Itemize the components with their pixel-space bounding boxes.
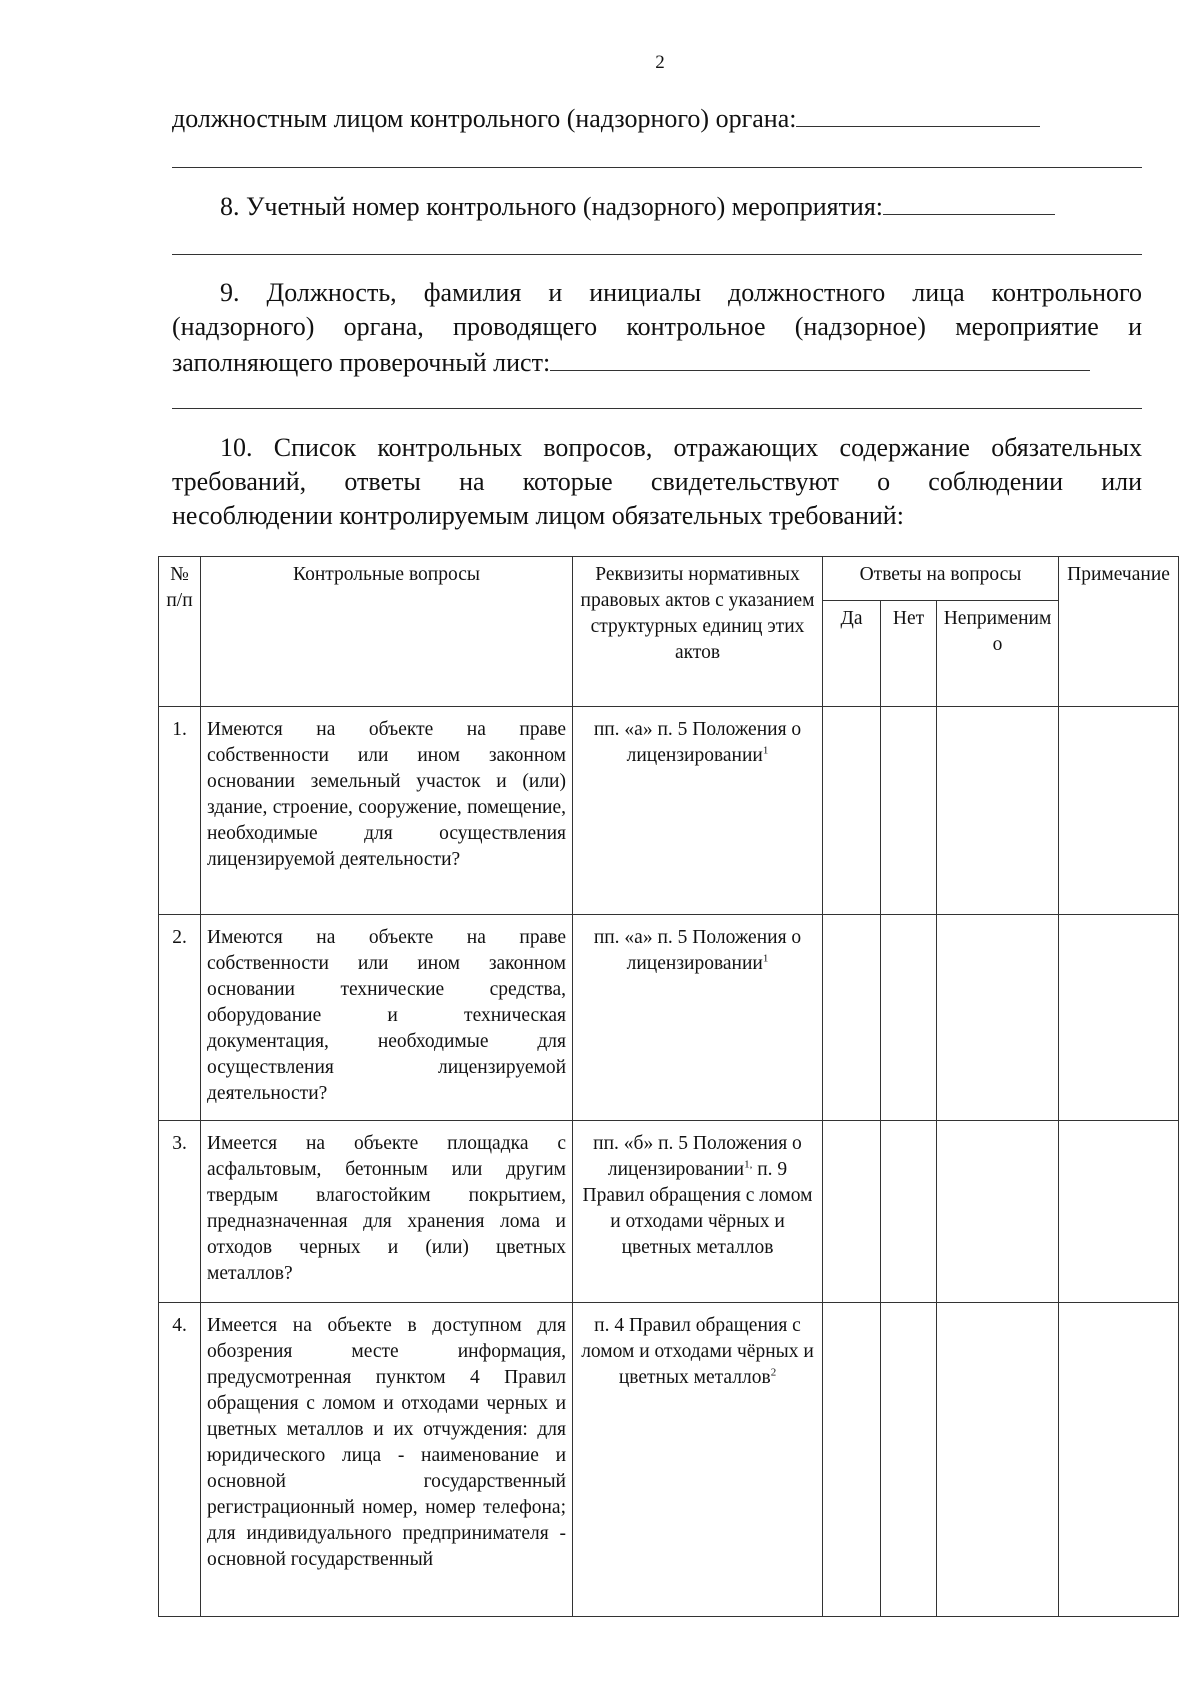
row-question: Имеется на объекте площадка с асфальтовым, бетонным или другим твердым влагостойким покрытием, предназначенная для хранения лома и отходов черных и (или) цветных металлов? [201, 1121, 573, 1303]
item10-line2: требований, ответы на которые свидетельствуют о соблюдении или [172, 467, 1142, 496]
page-number: 2 [655, 52, 665, 73]
note-cell[interactable] [1059, 1303, 1179, 1617]
answer-yes-cell[interactable] [823, 707, 881, 915]
item9-line3-text: заполняющего проверочный лист: [172, 348, 551, 377]
header-note: Примечание [1059, 557, 1179, 707]
row-num: 3. [159, 1121, 201, 1303]
header-no: Нет [881, 601, 937, 707]
answer-na-cell[interactable] [937, 915, 1059, 1121]
row-ref [573, 915, 823, 1121]
item9-line2: (надзорного) органа, проводящего контрольное (надзорное) мероприятие и [172, 312, 1142, 341]
answer-no-cell[interactable] [881, 915, 937, 1121]
table-row [159, 1303, 1179, 1617]
row-num: 2. [159, 915, 201, 1121]
ref-text: пп. «а» п. 5 Положения о лицензировании [593, 719, 802, 766]
row-question: Имеется на объекте в доступном для обозрения месте информация, предусмотренная пунктом 4 Правил обращения с ломом и отходами черных и цветных металлов и их отчуждения: для юридического лица - наименование и основной государственный регистрационный номер, номер телефона; для индивидуального предпринимателя - основной государственный [201, 1303, 573, 1617]
answer-na-cell[interactable] [937, 1121, 1059, 1303]
footnote-mark: 1, [744, 1158, 753, 1171]
answer-no-cell[interactable] [881, 1121, 937, 1303]
item10-line3: несоблюдении контролируемым лицом обязательных требований: [172, 501, 904, 530]
item8-line [220, 188, 1142, 224]
header-questions: Контрольные вопросы [201, 557, 573, 707]
item9-blank[interactable] [550, 344, 1090, 371]
answer-yes-cell[interactable] [823, 915, 881, 1121]
item10-paragraph [172, 431, 1142, 533]
blank-line-3[interactable] [172, 408, 1142, 409]
note-cell[interactable] [1059, 707, 1179, 915]
header-answers: Ответы на вопросы [823, 557, 1059, 601]
answer-no-cell[interactable] [881, 1303, 937, 1617]
row-num: 4. [159, 1303, 201, 1617]
header-na: Неприменимо [937, 601, 1059, 707]
answer-no-cell[interactable] [881, 707, 937, 915]
row-ref [573, 1121, 823, 1303]
header-requisites: Реквизиты нормативных правовых актов с указанием структурных единиц этих актов [573, 557, 823, 707]
intro-blank[interactable] [796, 100, 1040, 127]
checklist-table [158, 556, 1179, 1617]
item10-line1: 10. Список контрольных вопросов, отражающих содержание обязательных [220, 433, 1142, 462]
blank-line-1[interactable] [172, 167, 1142, 168]
footnote-mark: 2 [770, 1366, 777, 1379]
ref-text-continued: п. 9 Правил обращения с ломом и отходами чёрных и цветных металлов [582, 1159, 813, 1258]
ref-text: пп. «а» п. 5 Положения о лицензировании [593, 927, 802, 974]
item8-blank[interactable] [883, 188, 1055, 215]
answer-yes-cell[interactable] [823, 1121, 881, 1303]
item9-line1: 9. Должность, фамилия и инициалы должностного лица контрольного [220, 278, 1142, 307]
header-yes: Да [823, 601, 881, 707]
row-question: Имеются на объекте на праве собственности или ином законном основании технические средства, оборудование и техническая документация, необходимые для осуществления лицензируемой деятельности? [201, 915, 573, 1121]
item8-text: 8. Учетный номер контрольного (надзорного) мероприятия: [220, 192, 884, 221]
answer-na-cell[interactable] [937, 707, 1059, 915]
item9-paragraph [172, 276, 1142, 380]
intro-text: должностным лицом контрольного (надзорного) органа: [172, 104, 797, 133]
row-num: 1. [159, 707, 201, 915]
answer-yes-cell[interactable] [823, 1303, 881, 1617]
footnote-mark: 1 [762, 952, 769, 965]
intro-line [172, 100, 1142, 136]
note-cell[interactable] [1059, 1121, 1179, 1303]
table-row [159, 915, 1179, 1121]
footnote-mark: 1 [762, 744, 769, 757]
table-row [159, 1121, 1179, 1303]
row-ref [573, 1303, 823, 1617]
row-ref [573, 707, 823, 915]
ref-text: п. 4 Правил обращения с ломом и отходами чёрных и цветных металлов [581, 1315, 814, 1388]
answer-na-cell[interactable] [937, 1303, 1059, 1617]
table-header-row [159, 557, 1179, 601]
table-row [159, 707, 1179, 915]
blank-line-2[interactable] [172, 254, 1142, 255]
ref-text: пп. «б» п. 5 Положения о лицензировании [593, 1133, 802, 1180]
header-num: № п/п [159, 557, 201, 707]
item9-line3 [172, 344, 1142, 380]
row-question: Имеются на объекте на праве собственности или ином законном основании земельный участок и (или) здание, строение, сооружение, помещение, необходимые для осуществления лицензируемой деятельности? [201, 707, 573, 915]
note-cell[interactable] [1059, 915, 1179, 1121]
